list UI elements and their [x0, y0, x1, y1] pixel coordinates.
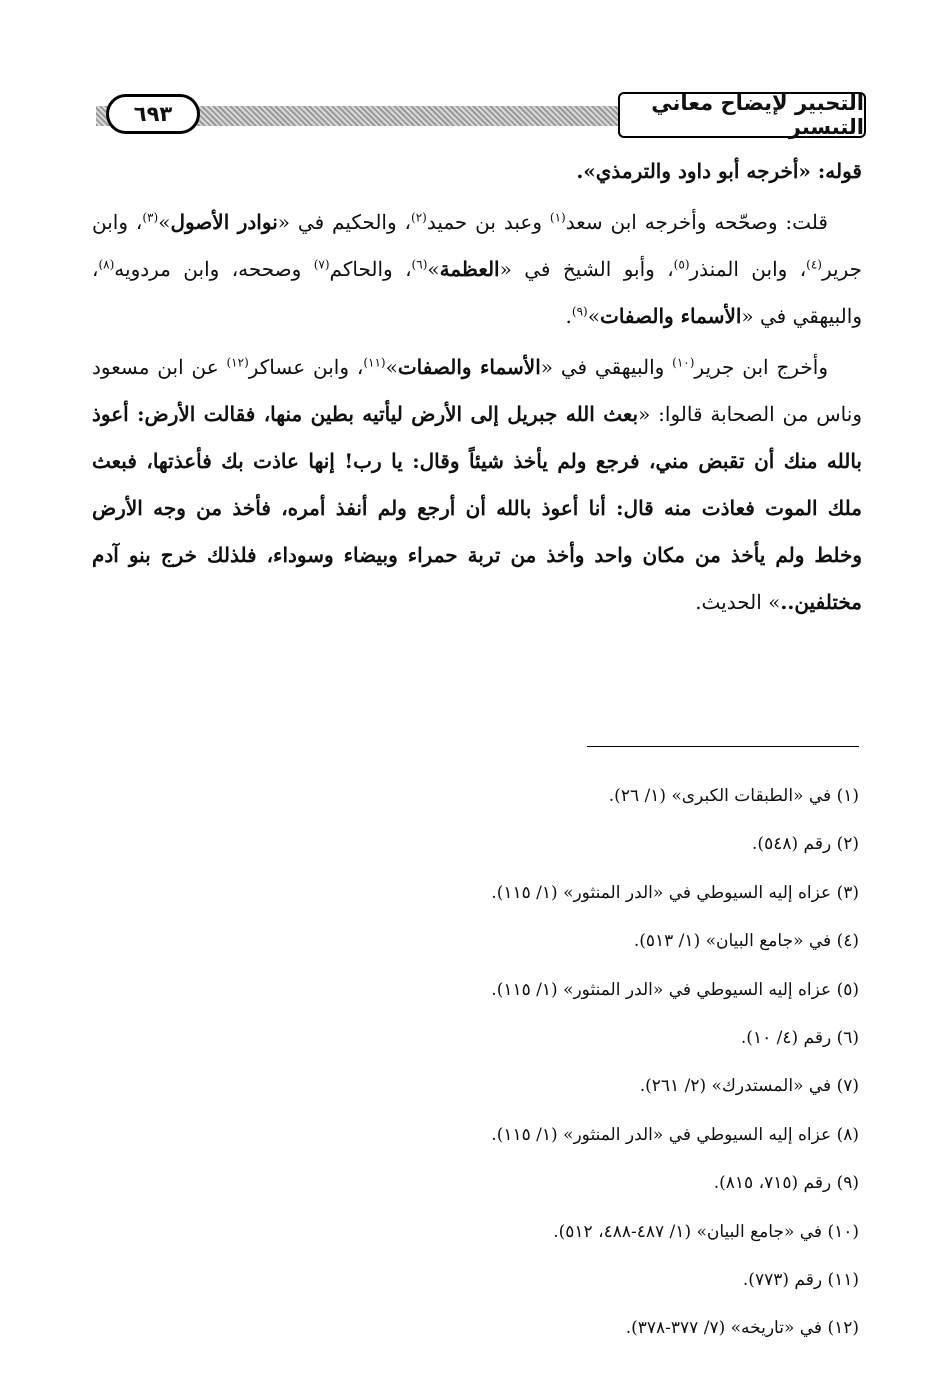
footnote: (٩) رقم (٧١٥، ٨١٥). — [713, 1173, 859, 1194]
footnote-ref: (٣) — [142, 210, 159, 225]
text-run: ، وابن المنذر — [689, 257, 807, 281]
text-run: » — [427, 257, 440, 281]
book-name: الأسماء والصفات — [397, 355, 541, 379]
footnote: (١) في «الطبقات الكبرى» (١/ ٢٦). — [608, 786, 859, 806]
footnote-ref: (١) — [549, 210, 566, 225]
book-title: التحبير لإيضاح معاني التيسير — [618, 92, 866, 138]
footnote-divider — [587, 746, 859, 747]
footnote: (١١) رقم (٧٧٣). — [742, 1270, 859, 1291]
book-name: العظمة — [439, 257, 500, 281]
text-run: ، وأبو الشيخ في « — [499, 257, 674, 281]
text-run: وصححه، وابن مردويه — [114, 257, 314, 281]
running-header — [96, 92, 866, 146]
footnote: (٥) عزاه إليه السيوطي في «الدر المنثور» (١/ ١١٥). — [491, 979, 859, 1000]
text-run: والبيهقي في « — [540, 355, 673, 379]
footnote-ref: (٥) — [673, 257, 690, 272]
footnote: (١٢) في «تاريخه» (٧/ ٣٧٧-٣٧٨). — [625, 1318, 859, 1339]
quoted-statement: قوله: «أخرجه أبو داود والترمذي». — [576, 159, 862, 183]
footnote: (٣) عزاه إليه السيوطي في «الدر المنثور» (١/ ١١٥). — [491, 882, 859, 903]
footnote-ref: (٩) — [571, 304, 588, 319]
text-run: ، وابن جرير — [92, 210, 862, 281]
page-number: ٦٩٣ — [106, 94, 200, 134]
book-name: الأسماء والصفات — [599, 304, 742, 328]
footnote: (٤) في «جامع البيان» (١/ ٥١٣). — [633, 931, 859, 952]
footnote-ref: (١١) — [363, 355, 386, 370]
paragraph-1 — [92, 148, 862, 195]
book-name: نوادر الأصول — [170, 210, 278, 234]
footnote-ref: (١٢) — [226, 355, 249, 370]
text-run: » الحديث. — [695, 590, 781, 614]
text-run: عن ابن مسعود وناس من الصحابة قالوا: « — [92, 355, 862, 426]
footnote-ref: (٧) — [313, 257, 330, 272]
text-run: ، والحاكم — [329, 257, 412, 281]
text-run: وعبد بن حميد — [426, 210, 550, 234]
text-run: » — [587, 304, 600, 328]
footnote-ref: (٨) — [98, 257, 115, 272]
hadith-quote: بعث الله جبريل إلى الأرض ليأتيه بطين منها، فقالت الأرض: أعوذ بالله منك أن تقبض مني، فرجع ولم يأخذ شيئاً وقال: يا رب! إنها عاذت بك فأعذتها، فبعث ملك الموت فعاذت منه قال: أنا أعوذ بالله أن أرجع ولم أنفذ أمره، فأخذ من وجه الأرض وخلط ولم يأخذ من مكان واحد وأخذ من تربة حمراء وبيضاء وسوداء، فلذلك خرج بنو آدم مختلفين.. — [92, 402, 862, 614]
text-run: » — [158, 210, 171, 234]
text-run: ، والبيهقي في « — [92, 257, 862, 328]
footnotes — [79, 772, 859, 1353]
footnote: (٧) في «المستدرك» (٢/ ٢٦١). — [639, 1076, 859, 1097]
text-run: . — [565, 304, 572, 328]
footnote: (٨) عزاه إليه السيوطي في «الدر المنثور» (١/ ١١٥). — [491, 1124, 859, 1145]
text-run: » — [385, 355, 398, 379]
footnote-ref: (٤) — [806, 257, 822, 272]
footnote-ref: (٦) — [411, 257, 428, 272]
footnote-ref: (١٠) — [672, 355, 695, 370]
paragraph-2 — [92, 199, 862, 340]
footnote: (٦) رقم (٤/ ١٠). — [740, 1028, 859, 1049]
text-run: قلت: وصحّحه وأخرجه ابن سعد — [565, 210, 828, 234]
footnote-ref: (٢) — [411, 210, 427, 225]
text-run: ، وابن عساكر — [248, 355, 364, 379]
footnote: (١٠) في «جامع البيان» (١/ ٤٨٧-٤٨٨، ٥١٢). — [553, 1221, 859, 1242]
paragraph-3 — [92, 344, 862, 626]
text-run: وأخرج ابن جرير — [694, 355, 828, 379]
main-text — [92, 148, 862, 630]
text-run: ، والحكيم في « — [277, 210, 411, 234]
footnote: (٢) رقم (٥٤٨). — [752, 834, 859, 855]
